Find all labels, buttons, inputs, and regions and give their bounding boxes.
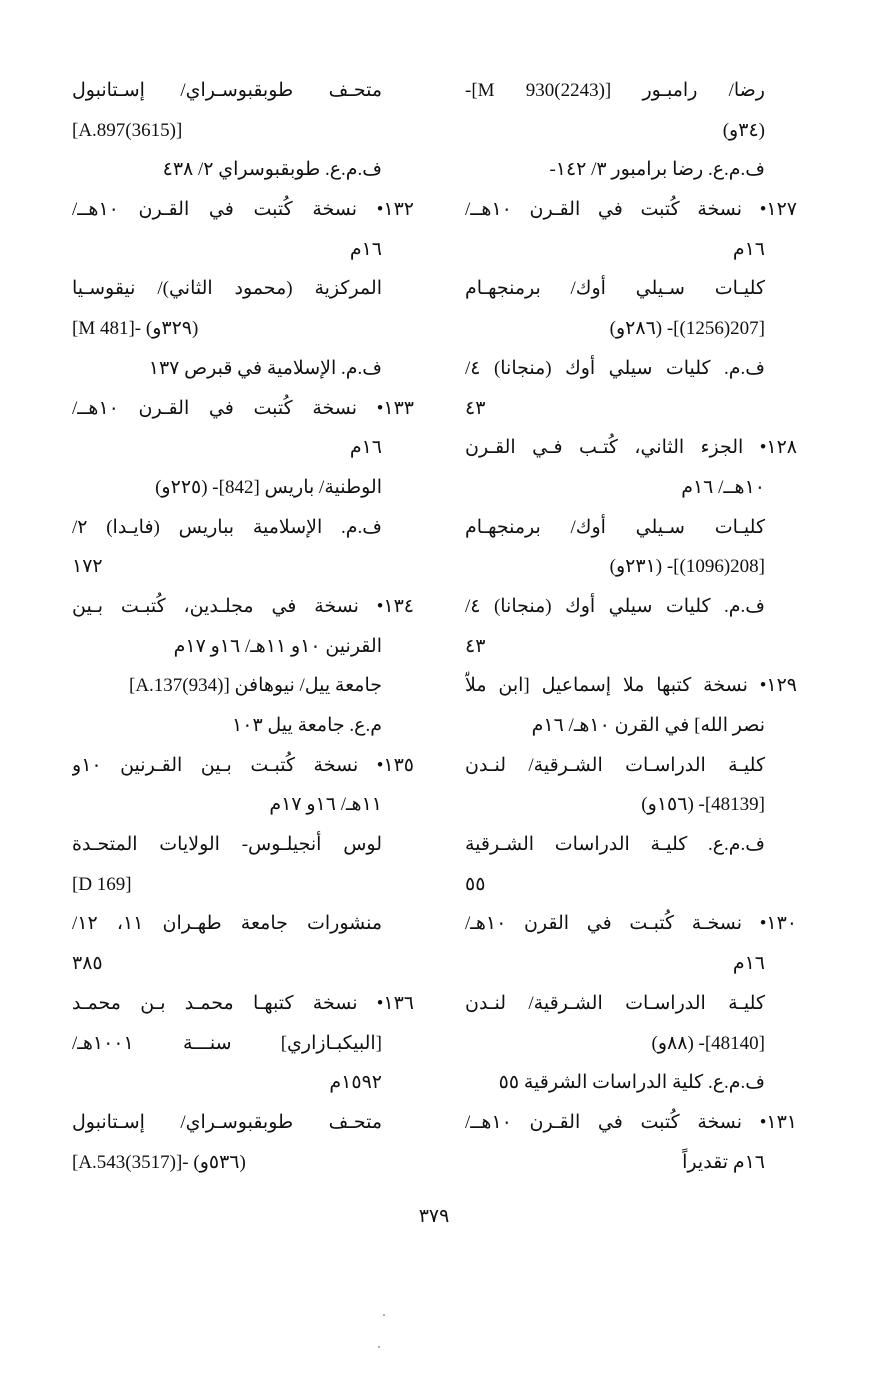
text-line: القرنين ١٠و ١١هـ/ ١٦و ١٧م	[173, 635, 382, 657]
text-line: [48140]- (٨٨و)	[651, 1032, 765, 1054]
left-column	[72, 76, 414, 1187]
text-line: ف.م.ع. كلية الدراسات الشرقية ٥٥	[498, 1072, 765, 1094]
text-line: ١٧٢	[72, 556, 103, 578]
text-line: ف.م.ع. رضا برامبور ٣/ ١٤٢-	[549, 159, 765, 181]
text-line: كليـات سـيلي أوك/ برمنجهـام	[465, 278, 765, 300]
text-line: [M 481]- (٣٢٩و)	[72, 318, 199, 340]
text-line: لوس أنجيلـوس- الولايات المتحـدة	[72, 834, 382, 856]
text-line: ف.م. الإسلامية في قبرص ١٣٧	[148, 357, 382, 379]
text-line: ١١هـ/ ١٦و ١٧م	[269, 794, 382, 816]
text-line: ١٣٣• نسخة كُتبت في القـرن ١٠هــ/	[72, 397, 414, 419]
page-number: ٣٧٩	[418, 1206, 450, 1227]
text-line: ١٠هــ/ ١٦م	[681, 476, 765, 498]
text-line: ١٥٩٢م	[329, 1072, 382, 1094]
text-line: ف.م.ع. طوبقبوسراي ٢/ ٤٣٨	[162, 159, 382, 181]
text-line: متحـف طوبقبوسـراي/ إسـتانبول	[72, 1111, 382, 1133]
text-line: متحـف طوبقبوسـراي/ إسـتانبول	[72, 80, 382, 101]
text-line: [208(1096)]- (٢٣١و)	[609, 556, 765, 578]
text-line: ١٣٥• نسخة كُتبـت بـين القـرنين ١٠و	[72, 754, 414, 776]
text-line: ١٢٨• الجزء الثاني، كُتـب فـي القـرن	[465, 437, 797, 459]
text-line: ١٣٤• نسخة في مجلـدين، كُتبـت بـين	[72, 595, 414, 617]
text-line: ف.م.ع. كليـة الدراسات الشـرقية	[465, 834, 765, 856]
text-line: [البيكبـازاري] سنـــة ١٠٠١هـ/	[72, 1032, 382, 1054]
text-line: جامعة ييل/ نيوهافن [A.137(934)]	[129, 675, 382, 697]
text-line: كليـة الدراسـات الشـرقية/ لنـدن	[465, 754, 765, 776]
scan-speck	[378, 1346, 380, 1348]
text-line: ١٣٦• نسخة كتبهـا محمـد بـن محمـد	[72, 992, 414, 1014]
text-line: ١٢٧• نسخة كُتبت في القـرن ١٠هــ/	[465, 199, 797, 221]
text-line: ١٦م	[732, 238, 765, 260]
text-line: كليـات سـيلي أوك/ برمنجهـام	[465, 516, 765, 538]
text-line: م.ع. جامعة ييل ١٠٣	[232, 715, 382, 736]
text-line: المركزية (محمود الثاني)/ نيقوسـيا	[72, 278, 382, 300]
text-line: ١٢٩• نسخة كتبها ملا إسماعيل [ابن ملاّ	[465, 675, 797, 697]
text-line: رضا/ رامبـور [M 930(2243)]-	[465, 80, 765, 101]
text-line: [48139]- (١٥٦و)	[641, 794, 765, 816]
text-line: ١٦م تقديراً	[682, 1151, 765, 1173]
text-line: [A.897(3615)]	[72, 119, 183, 141]
text-line: ف.م. كليات سيلي أوك (منجانا) ٤/	[465, 595, 765, 617]
text-line: ٣٨٥	[72, 953, 103, 975]
text-line: [A.543(3517)]- (٥٣٦و)	[72, 1151, 246, 1173]
text-line: ١٦م	[732, 953, 765, 975]
text-line: ٤٣	[465, 635, 486, 657]
text-line: كليـة الدراسـات الشـرقية/ لنـدن	[465, 992, 765, 1014]
text-line: ١٣٢• نسخة كُتبت في القـرن ١٠هــ/	[72, 199, 414, 221]
right-column	[465, 76, 797, 1187]
text-line: نصر الله] في القرن ١٠هـ/ ١٦م	[531, 715, 765, 736]
text-line: ٥٥	[465, 873, 486, 895]
text-line: ١٦م	[349, 437, 382, 459]
text-line: (٣٤و)	[722, 119, 765, 141]
text-line: ٤٣	[465, 397, 486, 419]
text-line: الوطنية/ باريس [842]- (٢٢٥و)	[155, 476, 382, 498]
text-line: ف.م. الإسلامية بباريس (فايـدا) ٢/	[72, 516, 382, 538]
text-line: ١٣٠• نسخـة كُتبـت في القرن ١٠هـ/	[465, 913, 797, 935]
text-line: [207(1256)]- (٢٨٦و)	[609, 318, 765, 340]
text-line: ١٦م	[349, 238, 382, 260]
text-line: منشورات جامعة طهـران ١١، ١٢/	[72, 913, 382, 935]
text-line: [D 169]	[72, 873, 132, 895]
scan-speck	[383, 1314, 385, 1316]
text-line: ١٣١• نسخة كُتبت في القـرن ١٠هــ/	[465, 1111, 797, 1133]
text-line: ف.م. كليات سيلي أوك (منجانا) ٤/	[465, 357, 765, 379]
